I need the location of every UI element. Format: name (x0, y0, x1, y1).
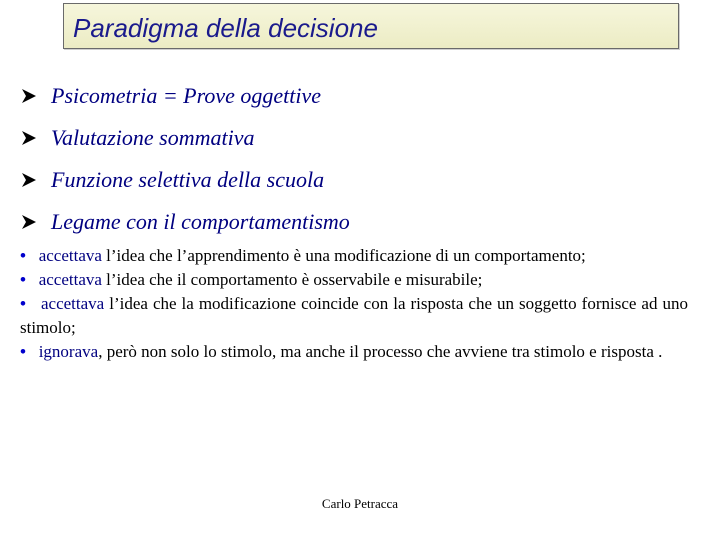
detail-text: l’idea che la modificazione coincide con la risposta che un soggetto fornisce ad uno stimolo; (20, 294, 688, 337)
detail-text: , però non solo lo stimolo, ma anche il processo che avviene tra stimolo e risposta . (98, 342, 663, 361)
dot-marker: • (20, 342, 26, 361)
dot-marker: • (20, 246, 26, 265)
detail-keyword: accettava (38, 246, 102, 265)
bullet-item (20, 124, 350, 152)
detail-text: l’idea che l’apprendimento è una modificazione di un comportamento; (101, 246, 586, 265)
detail-keyword: accettava (38, 270, 102, 289)
bullet-text: Funzione selettiva della scuola (51, 167, 325, 192)
detail-line (20, 268, 688, 292)
bullet-item (20, 166, 350, 194)
arrow-bullet-icon (20, 213, 38, 231)
detail-paragraph (20, 244, 688, 364)
detail-text: l’idea che il comportamento è osservabile e misurabile; (101, 270, 483, 289)
dot-marker: • (20, 294, 26, 313)
arrow-bullet-icon (20, 171, 38, 189)
detail-line (20, 292, 688, 340)
title-box (63, 3, 679, 49)
arrow-bullet-icon (20, 87, 38, 105)
bullet-item (20, 208, 350, 236)
detail-line (20, 340, 688, 364)
bullet-text: Legame con il comportamentismo (51, 209, 350, 234)
dot-marker: • (20, 270, 26, 289)
detail-keyword: ignorava (38, 342, 99, 361)
bullet-list (20, 82, 350, 250)
detail-keyword: accettava (41, 294, 105, 313)
detail-line (20, 244, 688, 268)
bullet-text: Psicometria = Prove oggettive (51, 83, 322, 108)
slide-title: Paradigma della decisione (73, 13, 378, 43)
bullet-item (20, 82, 350, 110)
arrow-bullet-icon (20, 129, 38, 147)
footer-author: Carlo Petracca (321, 496, 399, 511)
bullet-text: Valutazione sommativa (51, 125, 255, 150)
